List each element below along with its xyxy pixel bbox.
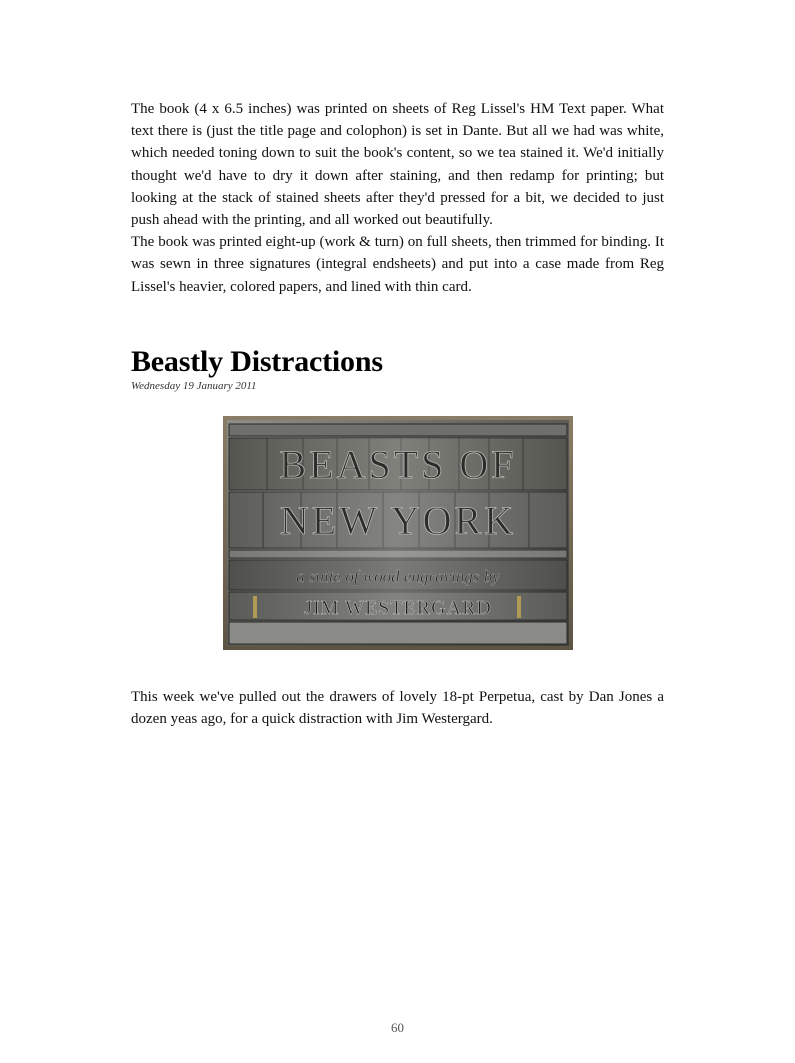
post-body-section	[131, 686, 664, 730]
photo-line-2: NEW YORK	[279, 498, 517, 543]
intro-paragraph-2: The book was printed eight-up (work & turn) on full sheets, then trimmed for binding. It was sewn in three signatures (integral endsheets) and put into a case made from Reg Lissel's heavier, colored papers, and lined with thin card.	[131, 234, 664, 295]
intro-section	[131, 98, 664, 298]
intro-paragraph-1: The book (4 x 6.5 inches) was printed on sheets of Reg Lissel's HM Text paper. What text there is (just the title page and colophon) is set in Dante. But all we had was white, which needed toning down to suit the book's content, so we tea stained it. We'd initially thought we'd have to dry it down after staining, and then redamp for printing; but looking at the stack of stained sheets after they'd pressed for a bit, we decided to just push ahead with the printing, and all worked out beautifully.	[131, 101, 664, 229]
metal-type-photo	[223, 416, 573, 650]
photo-line-3: a suite of wood engravings by	[296, 567, 500, 586]
page-number: 60	[391, 1020, 404, 1035]
post-photo	[223, 416, 573, 650]
photo-line-4: JIM WESTERGARD	[304, 597, 492, 619]
post-body: This week we've pulled out the drawers of lovely 18-pt Perpetua, cast by Dan Jones a dozen yeas ago, for a quick distraction with Jim Westergard.	[131, 689, 664, 728]
photo-line-1: BEASTS OF	[279, 442, 517, 487]
post-date: Wednesday 19 January 2011	[131, 380, 257, 392]
post-title: Beastly Distractions	[131, 345, 383, 378]
